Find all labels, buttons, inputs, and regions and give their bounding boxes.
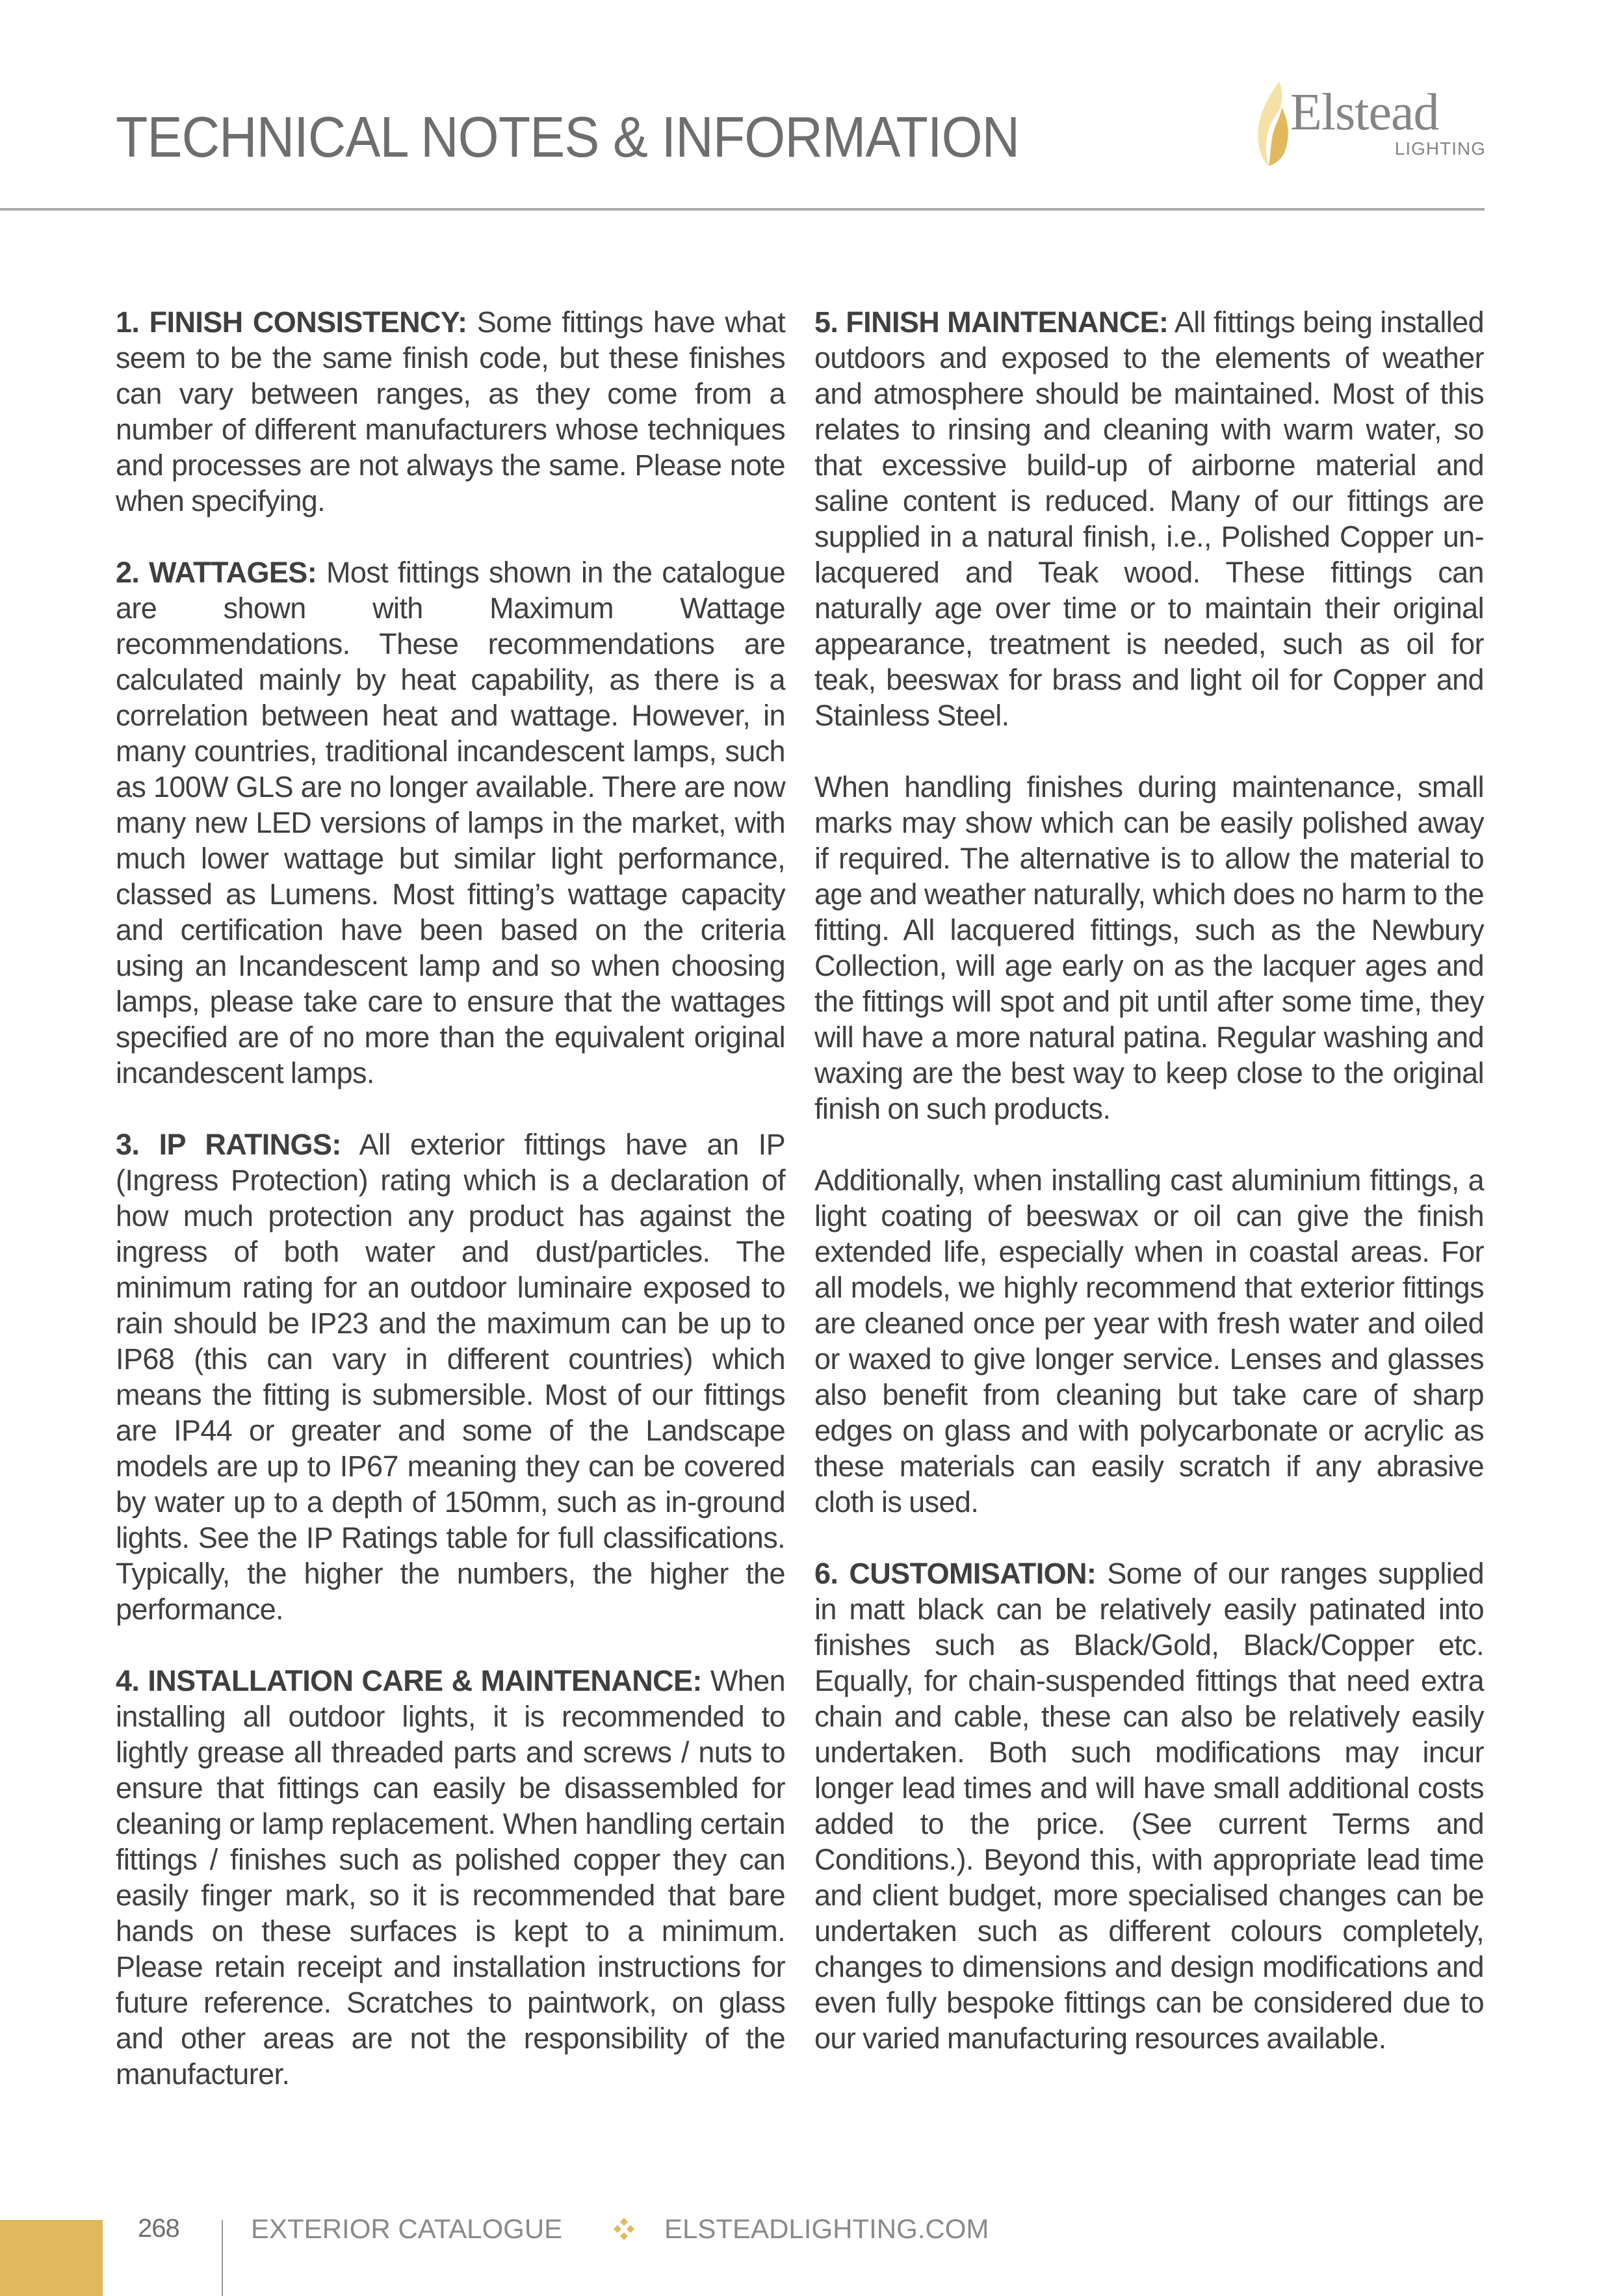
footer-accent-block	[0, 2220, 103, 2296]
section-body: Most fittings shown in the catalogue are shown with Maximum Wattage recommendations. These recommendations are calculated mainly by heat capability, as there is a correlation between heat and wattage. However, in many countries, traditional incandescent lamps, such as 100W GLS are no longer available. There are now many new LED versions of lamps in the market, with much lower wattage but similar light performance, classed as Lumens. Most fitting’s wattage capacity and certification have been based on the criteria using an Incandescent lamp and so when choosing lamps, please take care to ensure that the wattages specified are of no more than the equivalent original incandescent lamps.	[116, 556, 785, 1089]
page-number: 268	[138, 2214, 179, 2243]
section-finish-consistency	[116, 304, 785, 519]
paragraph-body: Additionally, when installing cast aluminium fittings, a light coating of beeswax or oil can give the finish extended life, especially when in coastal areas. For all models, we highly recommend that exterior fittings are cleaned once per year with fresh water and oiled or waxed to give longer service. Lenses and glasses also benefit from cleaning but take care of sharp edges on glass and with polycarbonate or acrylic as these materials can easily scratch if any abrasive cloth is used.	[814, 1164, 1484, 1519]
footer-divider	[222, 2220, 223, 2296]
section-heading: 3. IP RATINGS:	[116, 1128, 341, 1161]
right-column	[814, 304, 1484, 2092]
website-link[interactable]: ELSTEADLIGHTING.COM	[664, 2213, 989, 2244]
paragraph-body: When handling finishes during maintenance, small marks may show which can be easily polished away if required. The alternative is to allow the material to age and weather naturally, which does no harm to the fitting. All lacquered fittings, such as the Newbury Collection, will age early on as the lacquer ages and the fittings will spot and pit until after some time, they will have a more natural patina. Regular washing and waxing are the best way to keep close to the original finish on such products.	[814, 770, 1484, 1125]
section-body: Some fittings have what seem to be the same finish code, but these finishes can vary between ranges, as they come from a number of different manufacturers whose techniques and processes are not always the same. Please note when specifying.	[116, 306, 785, 517]
section-wattages	[116, 554, 785, 1091]
logo-subtitle: LIGHTING	[1394, 138, 1486, 159]
paragraph-cast-aluminium	[814, 1162, 1484, 1520]
diamond-cluster-icon	[614, 2218, 634, 2240]
section-body: When installing all outdoor lights, it is recommended to lightly grease all threaded parts and screws / nuts to ensure that fittings can easily be disassembled for cleaning or lamp replacement. When handling certain fittings / finishes such as polished copper they can easily finger mark, so it is recommended that bare hands on these surfaces is kept to a minimum. Please retain receipt and installation instructions for future reference. Scratches to paintwork, on glass and other areas are not the responsibility of the manufacturer.	[116, 1664, 785, 2091]
section-heading: 6. CUSTOMISATION:	[814, 1557, 1097, 1590]
paragraph-handling-finishes	[814, 769, 1484, 1127]
section-finish-maintenance	[814, 304, 1484, 733]
section-installation-care	[116, 1663, 785, 2092]
left-column	[116, 304, 785, 2128]
section-ip-ratings	[116, 1127, 785, 1627]
brand-logo	[1254, 81, 1488, 166]
section-heading: 5. FINISH MAINTENANCE:	[814, 306, 1169, 339]
header-divider	[0, 208, 1485, 211]
section-heading: 1. FINISH CONSISTENCY:	[116, 306, 467, 339]
catalogue-name: EXTERIOR CATALOGUE	[251, 2213, 563, 2244]
section-heading: 2. WATTAGES:	[116, 556, 317, 589]
logo-wordmark: Elstead	[1290, 84, 1439, 141]
section-heading: 4. INSTALLATION CARE & MAINTENANCE:	[116, 1664, 702, 1697]
section-body: Some of our ranges supplied in matt black can be relatively easily patinated into finishes such as Black/Gold, Black/Copper etc. Equally, for chain-suspended fittings that need extra chain and cable, these can also be relatively easily undertaken. Both such modifications may incur longer lead times and will have small additional costs added to the price. (See current Terms and Conditions.). Beyond this, with appropriate lead time and client budget, more specialised changes can be undertaken such as different colours completely, changes to dimensions and design modifications and even fully bespoke fittings can be considered due to our varied manufacturing resources available.	[814, 1557, 1485, 2055]
page-title: TECHNICAL NOTES & INFORMATION	[116, 104, 1020, 169]
flame-icon	[1254, 81, 1293, 166]
section-body: All exterior fittings have an IP (Ingress Protection) rating which is a declaration of how much protection any product has against the ingress of both water and dust/particles. The minimum rating for an outdoor luminaire exposed to rain should be IP23 and the maximum can be up to IP68 (this can vary in different countries) which means the fitting is submersible. Most of our fittings are IP44 or greater and some of the Landscape models are up to IP67 meaning they can be covered by water up to a depth of 150mm, such as in-ground lights. See the IP Ratings table for full classifications. Typically, the higher the numbers, the higher the performance.	[116, 1128, 785, 1626]
section-body: All fittings being installed outdoors and exposed to the elements of weather and atmosphere should be maintained. Most of this relates to rinsing and cleaning with warm water, so that excessive build-up of airborne material and saline content is reduced. Many of our fittings are supplied in a natural finish, i.e., Polished Copper un-lacquered and Teak wood. These fittings can naturally age over time or to maintain their original appearance, treatment is needed, such as oil for teak, beeswax for brass and light oil for Copper and Stainless Steel.	[814, 306, 1484, 732]
section-customisation	[814, 1556, 1484, 2056]
